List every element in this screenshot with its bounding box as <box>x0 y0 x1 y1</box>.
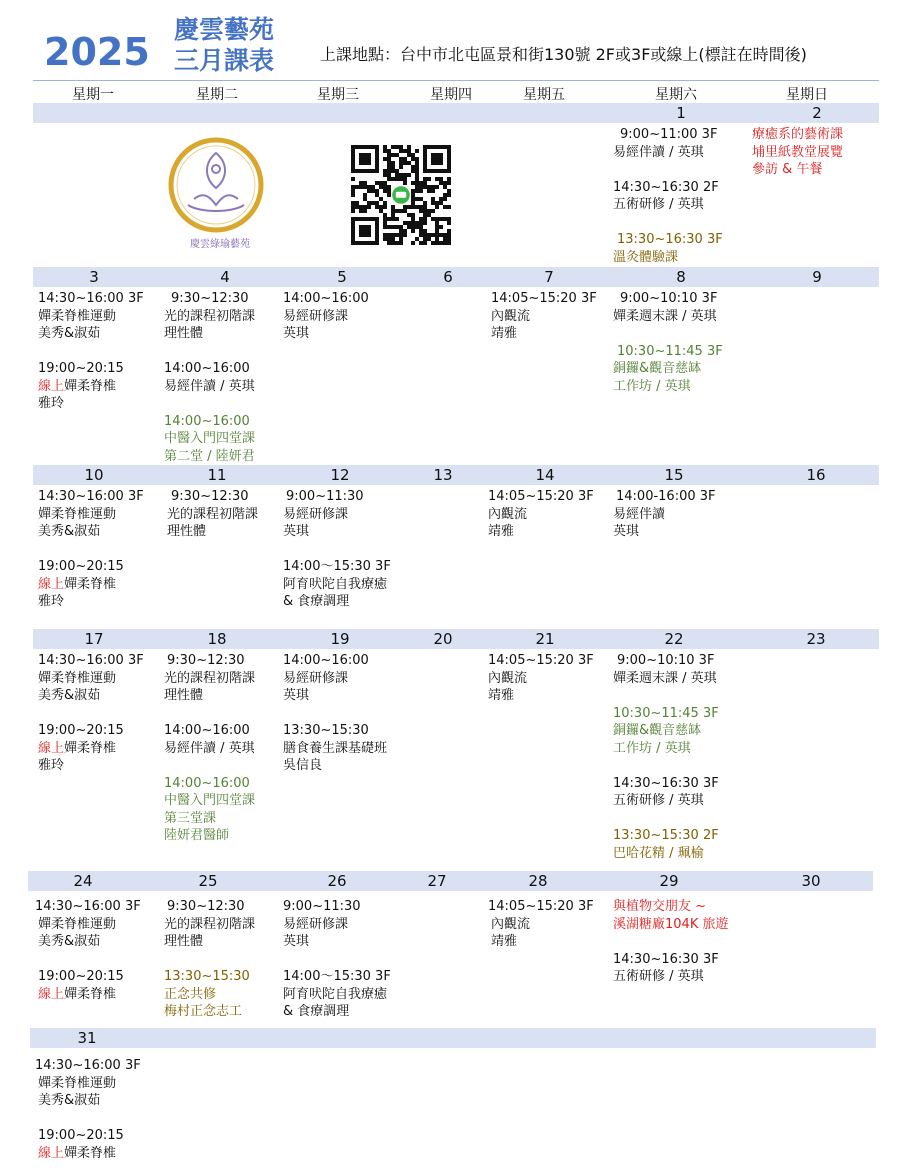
brand-line-2: 三月課表 <box>174 46 275 75</box>
day-number: 21 <box>535 630 555 648</box>
event-title: 溫灸體驗課 <box>613 249 679 265</box>
brand-title <box>174 14 274 76</box>
event-title: 光的課程初階課 <box>167 506 259 522</box>
event-teacher: 靖雅 <box>488 688 515 703</box>
event-title: 銅鑼&觀音慈缽 <box>613 361 702 376</box>
day-number: 26 <box>327 872 347 890</box>
events-day-12 <box>283 488 391 611</box>
event-time: 10:30~11:45 3F <box>613 705 719 721</box>
event-time: 14:00～15:30 3F <box>283 969 391 984</box>
weekday-fri: 星期五 <box>523 87 565 103</box>
event-time: 14:30~16:00 3F <box>38 653 144 668</box>
online-tag: 線上 <box>38 740 65 756</box>
event-time: 13:30~15:30 <box>283 723 369 738</box>
event-time: 19:00~20:15 <box>38 559 124 574</box>
event-title: 五術研修 / 英琪 <box>613 793 704 808</box>
event-teacher: 第二堂 / 陸妍君 <box>164 448 255 464</box>
event-title: 內觀流 <box>488 670 528 686</box>
events-day-17 <box>38 652 144 775</box>
event-teacher: 英琪 <box>283 934 310 949</box>
event-time: 9:00~11:00 3F <box>620 127 718 142</box>
events-day-21 <box>488 652 594 705</box>
event-title: 嬋柔脊椎運動 <box>38 308 117 324</box>
event-teacher: 英琪 <box>283 524 310 539</box>
event-title: 易經研修課 <box>283 916 349 932</box>
event-time: 14:00～15:30 3F <box>283 559 391 574</box>
event-time: 14:05~15:20 3F <box>488 489 594 504</box>
event-time: 14:00~16:00 <box>164 775 250 791</box>
event-teacher: 美秀&淑茹 <box>38 1093 101 1108</box>
event-title: 第三堂課 <box>164 810 217 826</box>
online-tag: 線上 <box>38 1145 65 1161</box>
event-time: 19:00~20:15 <box>38 1128 124 1143</box>
logo-caption: 慶雲綠瑜藝苑 <box>190 239 250 250</box>
event-teacher: 理性體 <box>164 326 204 341</box>
event-teacher: 英琪 <box>283 326 310 341</box>
event-title: 阿育吠陀自我療癒 <box>283 986 388 1002</box>
day-number: 18 <box>207 630 227 648</box>
day-number: 20 <box>433 630 453 648</box>
event-title: 與植物交朋友 ~ <box>613 899 707 914</box>
event-time: 13:30~16:30 3F <box>617 232 723 247</box>
event-time: 14:00~16:00 <box>164 723 250 738</box>
day-number: 1 <box>676 104 686 122</box>
event-time: 14:05~15:20 3F <box>488 899 594 914</box>
day-number: 28 <box>528 872 548 890</box>
events-day-14 <box>488 488 594 541</box>
event-time: 14:30~16:30 2F <box>613 179 719 195</box>
events-day-19 <box>283 652 387 775</box>
event-time: 13:30~15:30 <box>164 969 250 984</box>
online-tag: 線上 <box>38 986 65 1002</box>
events-day-5 <box>283 290 369 343</box>
weekday-sun: 星期日 <box>786 87 828 103</box>
weekday-sat: 星期六 <box>655 87 697 103</box>
event-teacher: 理性體 <box>164 934 204 949</box>
event-title-text: 嬋柔脊椎 <box>64 1145 117 1161</box>
event-time: 14:00-16:00 3F <box>616 489 716 504</box>
events-day-7 <box>491 290 597 343</box>
online-tag: 線上 <box>38 378 65 394</box>
event-title: 嬋柔脊椎運動 <box>38 506 117 522</box>
event-time: 9:30~12:30 <box>167 653 245 668</box>
day-number: 5 <box>337 268 347 286</box>
event-title: 銅鑼&觀音慈缽 <box>613 723 702 738</box>
events-day-22 <box>613 652 719 862</box>
event-time: 9:00~10:10 3F <box>620 291 718 306</box>
event-title: 光的課程初階課 <box>164 670 256 686</box>
event-time: 9:30~12:30 <box>171 489 249 504</box>
event-teacher: 陸妍君醫師 <box>164 828 230 843</box>
event-title: 內觀流 <box>491 916 531 932</box>
event-title: 易經研修課 <box>283 506 349 522</box>
event-time: 14:30~16:00 3F <box>38 489 144 504</box>
event-teacher: 英琪 <box>613 524 640 539</box>
events-day-3 <box>38 290 144 413</box>
week-6-bar <box>30 1028 876 1048</box>
year-title: 2025 <box>44 30 150 74</box>
event-title: 巴哈花精 / 珮榆 <box>613 845 704 861</box>
event-teacher: 吳信良 <box>283 758 323 773</box>
event-title <box>38 740 144 758</box>
events-day-10 <box>38 488 144 611</box>
day-number: 9 <box>812 268 822 286</box>
event-title: & 食療調理 <box>283 594 350 609</box>
week-5-bar <box>28 871 873 891</box>
day-number: 8 <box>676 268 686 286</box>
event-title: 膳食養生課基礎班 <box>283 740 388 756</box>
events-day-1 <box>613 126 723 266</box>
day-number: 13 <box>433 466 453 484</box>
day-number: 30 <box>801 872 821 890</box>
event-teacher: 靖雅 <box>491 934 518 949</box>
event-time: 19:00~20:15 <box>38 969 124 984</box>
yoga-logo <box>164 133 276 255</box>
event-title: 易經伴讀 <box>613 506 666 522</box>
event-time: 14:30~16:00 3F <box>35 899 141 914</box>
event-title: 嬋柔脊椎運動 <box>38 916 117 932</box>
event-time: 14:30~16:30 3F <box>613 775 719 791</box>
event-title-text: 嬋柔脊椎 <box>64 986 117 1002</box>
day-number: 22 <box>664 630 684 648</box>
event-time: 14:05~15:20 3F <box>488 653 594 668</box>
event-title: 嬋柔週末課 / 英琪 <box>613 670 717 686</box>
day-number: 10 <box>84 466 104 484</box>
events-day-18 <box>164 652 255 845</box>
event-time: 9:30~12:30 <box>171 291 249 306</box>
event-teacher: 工作坊 / 英琪 <box>613 740 691 756</box>
event-teacher: 雅玲 <box>38 758 65 773</box>
week-2-bar <box>33 267 879 287</box>
event-title: 溪湖糖廠104K 旅遊 <box>613 916 729 932</box>
day-number: 15 <box>664 466 684 484</box>
event-time: 14:05~15:20 3F <box>491 291 597 306</box>
event-title: 嬋柔脊椎運動 <box>38 670 117 686</box>
event-title: 埔里紙教堂展覽 <box>752 144 844 160</box>
event-title-text: 嬋柔脊椎 <box>64 576 117 592</box>
event-teacher: 靖雅 <box>488 524 515 539</box>
event-title <box>35 986 141 1004</box>
line-qr-code <box>350 145 452 245</box>
event-title: 光的課程初階課 <box>164 308 256 324</box>
day-number: 12 <box>330 466 350 484</box>
event-teacher: 靖雅 <box>491 326 518 341</box>
class-location: 上課地點：台中市北屯區景和街130號 2F或3F或線上(標註在時間後) <box>320 45 807 64</box>
events-day-11 <box>164 488 258 541</box>
brand-line-1: 慶雲藝苑 <box>174 15 275 44</box>
event-teacher: 美秀&淑茹 <box>38 688 101 703</box>
event-time: 19:00~20:15 <box>38 723 124 738</box>
events-day-28 <box>488 898 594 951</box>
day-number: 31 <box>77 1029 97 1047</box>
events-day-31 <box>35 1057 141 1162</box>
day-number: 6 <box>443 268 453 286</box>
event-time: 10:30~11:45 3F <box>617 343 723 359</box>
events-day-25 <box>164 898 255 1021</box>
online-tag: 線上 <box>38 576 65 592</box>
day-number: 14 <box>535 466 555 484</box>
event-title: 光的課程初階課 <box>164 916 256 932</box>
event-title: 嬋柔脊椎運動 <box>38 1075 117 1091</box>
event-time: 9:00~11:30 <box>286 489 364 504</box>
event-time: 19:00~20:15 <box>38 361 124 376</box>
event-time: 9:00~11:30 <box>283 899 361 914</box>
event-title-text: 嬋柔脊椎 <box>64 378 117 394</box>
event-title: 五術研修 / 英琪 <box>613 197 704 212</box>
event-title: 阿育吠陀自我療癒 <box>283 576 388 592</box>
event-title: 療癒系的藝術課 <box>752 127 844 142</box>
event-title: 參訪 & 午餐 <box>752 162 823 177</box>
event-teacher: 英琪 <box>283 688 310 703</box>
day-number: 4 <box>220 268 230 286</box>
events-day-29 <box>613 898 728 986</box>
week-3-bar <box>33 465 879 485</box>
event-time: 14:00~16:00 <box>283 291 369 306</box>
weekday-mon: 星期一 <box>72 87 114 103</box>
day-number: 25 <box>198 872 218 890</box>
day-number: 16 <box>806 466 826 484</box>
event-time: 14:30~16:30 3F <box>613 951 719 967</box>
event-teacher: 梅村正念志工 <box>164 1004 243 1019</box>
events-day-26 <box>283 898 391 1021</box>
event-title: 五術研修 / 英琪 <box>613 969 704 984</box>
event-title: 易經伴讀 / 英琪 <box>164 378 255 394</box>
events-day-4 <box>164 290 255 465</box>
events-day-2 <box>752 126 843 179</box>
event-title: 中醫入門四堂課 <box>164 431 256 446</box>
event-time: 14:00~16:00 <box>164 413 250 429</box>
week-4-bar <box>33 629 879 649</box>
event-time: 14:30~16:00 3F <box>35 1058 141 1073</box>
event-teacher: 理性體 <box>164 688 204 703</box>
event-title: 易經伴讀 / 英琪 <box>164 740 255 756</box>
header-divider <box>33 80 879 81</box>
event-time: 14:00~16:00 <box>164 361 250 376</box>
weekday-header-row <box>0 84 907 102</box>
event-title <box>38 576 144 594</box>
event-title: 易經伴讀 / 英琪 <box>613 144 704 160</box>
events-day-24 <box>35 898 141 1003</box>
event-title: & 食療調理 <box>283 1004 350 1019</box>
event-title: 中醫入門四堂課 <box>164 793 256 808</box>
day-number: 23 <box>806 630 826 648</box>
event-title: 易經研修課 <box>283 308 349 324</box>
day-number: 3 <box>89 268 99 286</box>
event-title: 易經研修課 <box>283 670 349 686</box>
week-1-bar <box>33 103 879 123</box>
event-title: 嬋柔週末課 / 英琪 <box>613 308 717 324</box>
event-teacher: 美秀&淑茹 <box>38 524 101 539</box>
weekday-wed: 星期三 <box>317 87 359 103</box>
day-number: 29 <box>659 872 679 890</box>
day-number: 19 <box>330 630 350 648</box>
event-teacher: 雅玲 <box>38 396 65 411</box>
day-number: 7 <box>544 268 554 286</box>
day-number: 17 <box>84 630 104 648</box>
weekday-thu: 星期四 <box>430 87 472 103</box>
day-number: 2 <box>812 104 822 122</box>
event-teacher: 理性體 <box>167 524 207 539</box>
day-number: 27 <box>427 872 447 890</box>
event-title <box>35 1145 141 1163</box>
weekday-tue: 星期二 <box>196 87 238 103</box>
events-day-15 <box>613 488 716 541</box>
events-day-8 <box>613 290 723 395</box>
event-time: 14:30~16:00 3F <box>38 291 144 306</box>
event-time: 9:30~12:30 <box>167 899 245 914</box>
event-teacher: 美秀&淑茹 <box>38 934 101 949</box>
event-title-text: 嬋柔脊椎 <box>64 740 117 756</box>
day-number: 11 <box>207 466 227 484</box>
event-title: 內觀流 <box>488 506 528 522</box>
event-time: 13:30~15:30 2F <box>613 828 719 843</box>
event-time: 14:00~16:00 <box>283 653 369 668</box>
event-title <box>38 378 144 396</box>
event-title: 內觀流 <box>491 308 531 324</box>
day-number: 24 <box>73 872 93 890</box>
event-teacher: 雅玲 <box>38 594 65 609</box>
event-teacher: 美秀&淑茹 <box>38 326 101 341</box>
event-teacher: 工作坊 / 英琪 <box>613 378 691 394</box>
event-time: 9:00~10:10 3F <box>617 653 715 668</box>
event-title: 正念共修 <box>164 986 217 1002</box>
